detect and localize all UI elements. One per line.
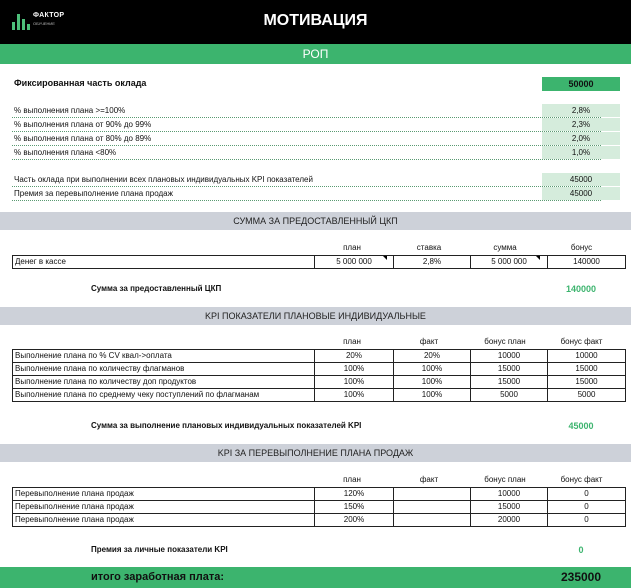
table-cell: 100% bbox=[394, 363, 471, 376]
table-cell: 20% bbox=[315, 350, 394, 363]
table-cell: 5000 bbox=[471, 389, 548, 402]
table-cell: 0 bbox=[548, 514, 626, 527]
overplan-bonus-label: Премия за перевыполнение плана продаж bbox=[14, 189, 173, 198]
table-cell: 2,8% bbox=[394, 256, 471, 269]
fixed-salary-value: 50000 bbox=[542, 77, 620, 91]
table-cell: 100% bbox=[394, 389, 471, 402]
table-row bbox=[13, 256, 626, 269]
table-cell: 15000 bbox=[471, 376, 548, 389]
plan-rate-value: 2,3% bbox=[542, 118, 620, 131]
row-label: Перевыполнение плана продаж bbox=[13, 501, 315, 514]
table-cell bbox=[394, 514, 471, 527]
table-cell: 15000 bbox=[471, 363, 548, 376]
table-cell: 20000 bbox=[471, 514, 548, 527]
section-overplan-header: KPI ЗА ПЕРЕВЫПОЛНЕНИЕ ПЛАНА ПРОДАЖ bbox=[0, 444, 631, 462]
ckp-table bbox=[12, 255, 626, 269]
plan-rate-value: 2,8% bbox=[542, 104, 620, 117]
table-cell: 10000 bbox=[471, 488, 548, 501]
table-cell bbox=[394, 501, 471, 514]
table-cell: 150% bbox=[315, 501, 394, 514]
col-header: факт bbox=[419, 475, 439, 484]
ckp-total-label: Сумма за предоставленный ЦКП bbox=[91, 284, 222, 293]
table-cell: 5 000 000 bbox=[315, 256, 394, 269]
row-label: Выполнение плана по среднему чеку поступлений по флагманам bbox=[13, 389, 315, 402]
comment-marker-icon bbox=[383, 256, 387, 260]
role-bar: РОП bbox=[0, 44, 631, 64]
overplan-total-label: Премия за личные показатели KPI bbox=[91, 545, 228, 554]
table-row bbox=[13, 376, 626, 389]
footer-total-label: итого заработная плата: bbox=[91, 571, 224, 583]
table-cell: 15000 bbox=[548, 376, 626, 389]
plan-rate-label: % выполнения плана от 80% до 89% bbox=[14, 134, 152, 143]
col-header: бонус план bbox=[484, 337, 526, 346]
col-header: бонус план bbox=[484, 475, 526, 484]
row-label: Выполнение плана по количеству флагманов bbox=[13, 363, 315, 376]
col-header: бонус факт bbox=[560, 337, 603, 346]
table-cell: 15000 bbox=[471, 501, 548, 514]
plan-rate-label: % выполнения плана >=100% bbox=[14, 106, 126, 115]
table-row bbox=[13, 363, 626, 376]
kpi-table bbox=[12, 349, 626, 402]
logo-brand: ФАКТОР bbox=[33, 12, 65, 19]
plan-rate-label: % выполнения плана <80% bbox=[14, 148, 117, 157]
plan-rate-label: % выполнения плана от 90% до 99% bbox=[14, 120, 152, 129]
table-row bbox=[13, 501, 626, 514]
kpi-total-value: 45000 bbox=[568, 421, 594, 431]
kpi-part-label: Часть оклада при выполнении всех плановых индивидуальных KPI показателей bbox=[14, 175, 313, 184]
col-header: бонус bbox=[570, 243, 593, 252]
col-header: план bbox=[343, 475, 361, 484]
row-label: Выполнение плана по % CV квал->оплата bbox=[13, 350, 315, 363]
table-row bbox=[13, 514, 626, 527]
table-cell: 5000 bbox=[548, 389, 626, 402]
col-header: ставка bbox=[416, 243, 442, 252]
row-label: Выполнение плана по количеству доп продуктов bbox=[13, 376, 315, 389]
fixed-salary-label: Фиксированная часть оклада bbox=[14, 78, 147, 88]
kpi-total-label: Сумма за выполнение плановых индивидуальных показателей KPI bbox=[91, 421, 362, 430]
page-title: МОТИВАЦИЯ bbox=[263, 12, 368, 29]
table-cell: 10000 bbox=[548, 350, 626, 363]
row-label: Денег в кассе bbox=[13, 256, 315, 269]
section-ckp-header: СУММА ЗА ПРЕДОСТАВЛЕННЫЙ ЦКП bbox=[0, 212, 631, 230]
col-header: план bbox=[343, 337, 361, 346]
logo-subtitle: ОБУЧЕНИЕ bbox=[33, 21, 55, 26]
table-cell: 20% bbox=[394, 350, 471, 363]
table-cell: 120% bbox=[315, 488, 394, 501]
table-cell: 100% bbox=[315, 389, 394, 402]
table-cell: 100% bbox=[394, 376, 471, 389]
overplan-table bbox=[12, 487, 626, 527]
table-cell: 10000 bbox=[471, 350, 548, 363]
plan-rate-value: 2,0% bbox=[542, 132, 620, 145]
ckp-total-value: 140000 bbox=[565, 284, 597, 294]
col-header: бонус факт bbox=[560, 475, 603, 484]
kpi-part-value: 45000 bbox=[542, 173, 620, 186]
section-kpi-header: KPI ПОКАЗАТЕЛИ ПЛАНОВЫЕ ИНДИВИДУАЛЬНЫЕ bbox=[0, 307, 631, 325]
comment-marker-icon bbox=[536, 256, 540, 260]
table-row bbox=[13, 488, 626, 501]
plan-rate-value: 1,0% bbox=[542, 146, 620, 159]
col-header: сумма bbox=[493, 243, 517, 252]
table-row bbox=[13, 389, 626, 402]
table-cell: 200% bbox=[315, 514, 394, 527]
table-cell bbox=[394, 488, 471, 501]
col-header: факт bbox=[419, 337, 439, 346]
table-cell: 0 bbox=[548, 488, 626, 501]
row-label: Перевыполнение плана продаж bbox=[13, 488, 315, 501]
table-cell: 15000 bbox=[548, 363, 626, 376]
overplan-bonus-value: 45000 bbox=[542, 187, 620, 200]
table-cell: 5 000 000 bbox=[471, 256, 548, 269]
row-label: Перевыполнение плана продаж bbox=[13, 514, 315, 527]
table-cell: 100% bbox=[315, 363, 394, 376]
table-cell: 140000 bbox=[548, 256, 626, 269]
table-cell: 100% bbox=[315, 376, 394, 389]
table-row bbox=[13, 350, 626, 363]
table-cell: 0 bbox=[548, 501, 626, 514]
col-header: план bbox=[343, 243, 361, 252]
footer-total-value: 235000 bbox=[560, 570, 602, 584]
overplan-total-value: 0 bbox=[578, 545, 584, 555]
